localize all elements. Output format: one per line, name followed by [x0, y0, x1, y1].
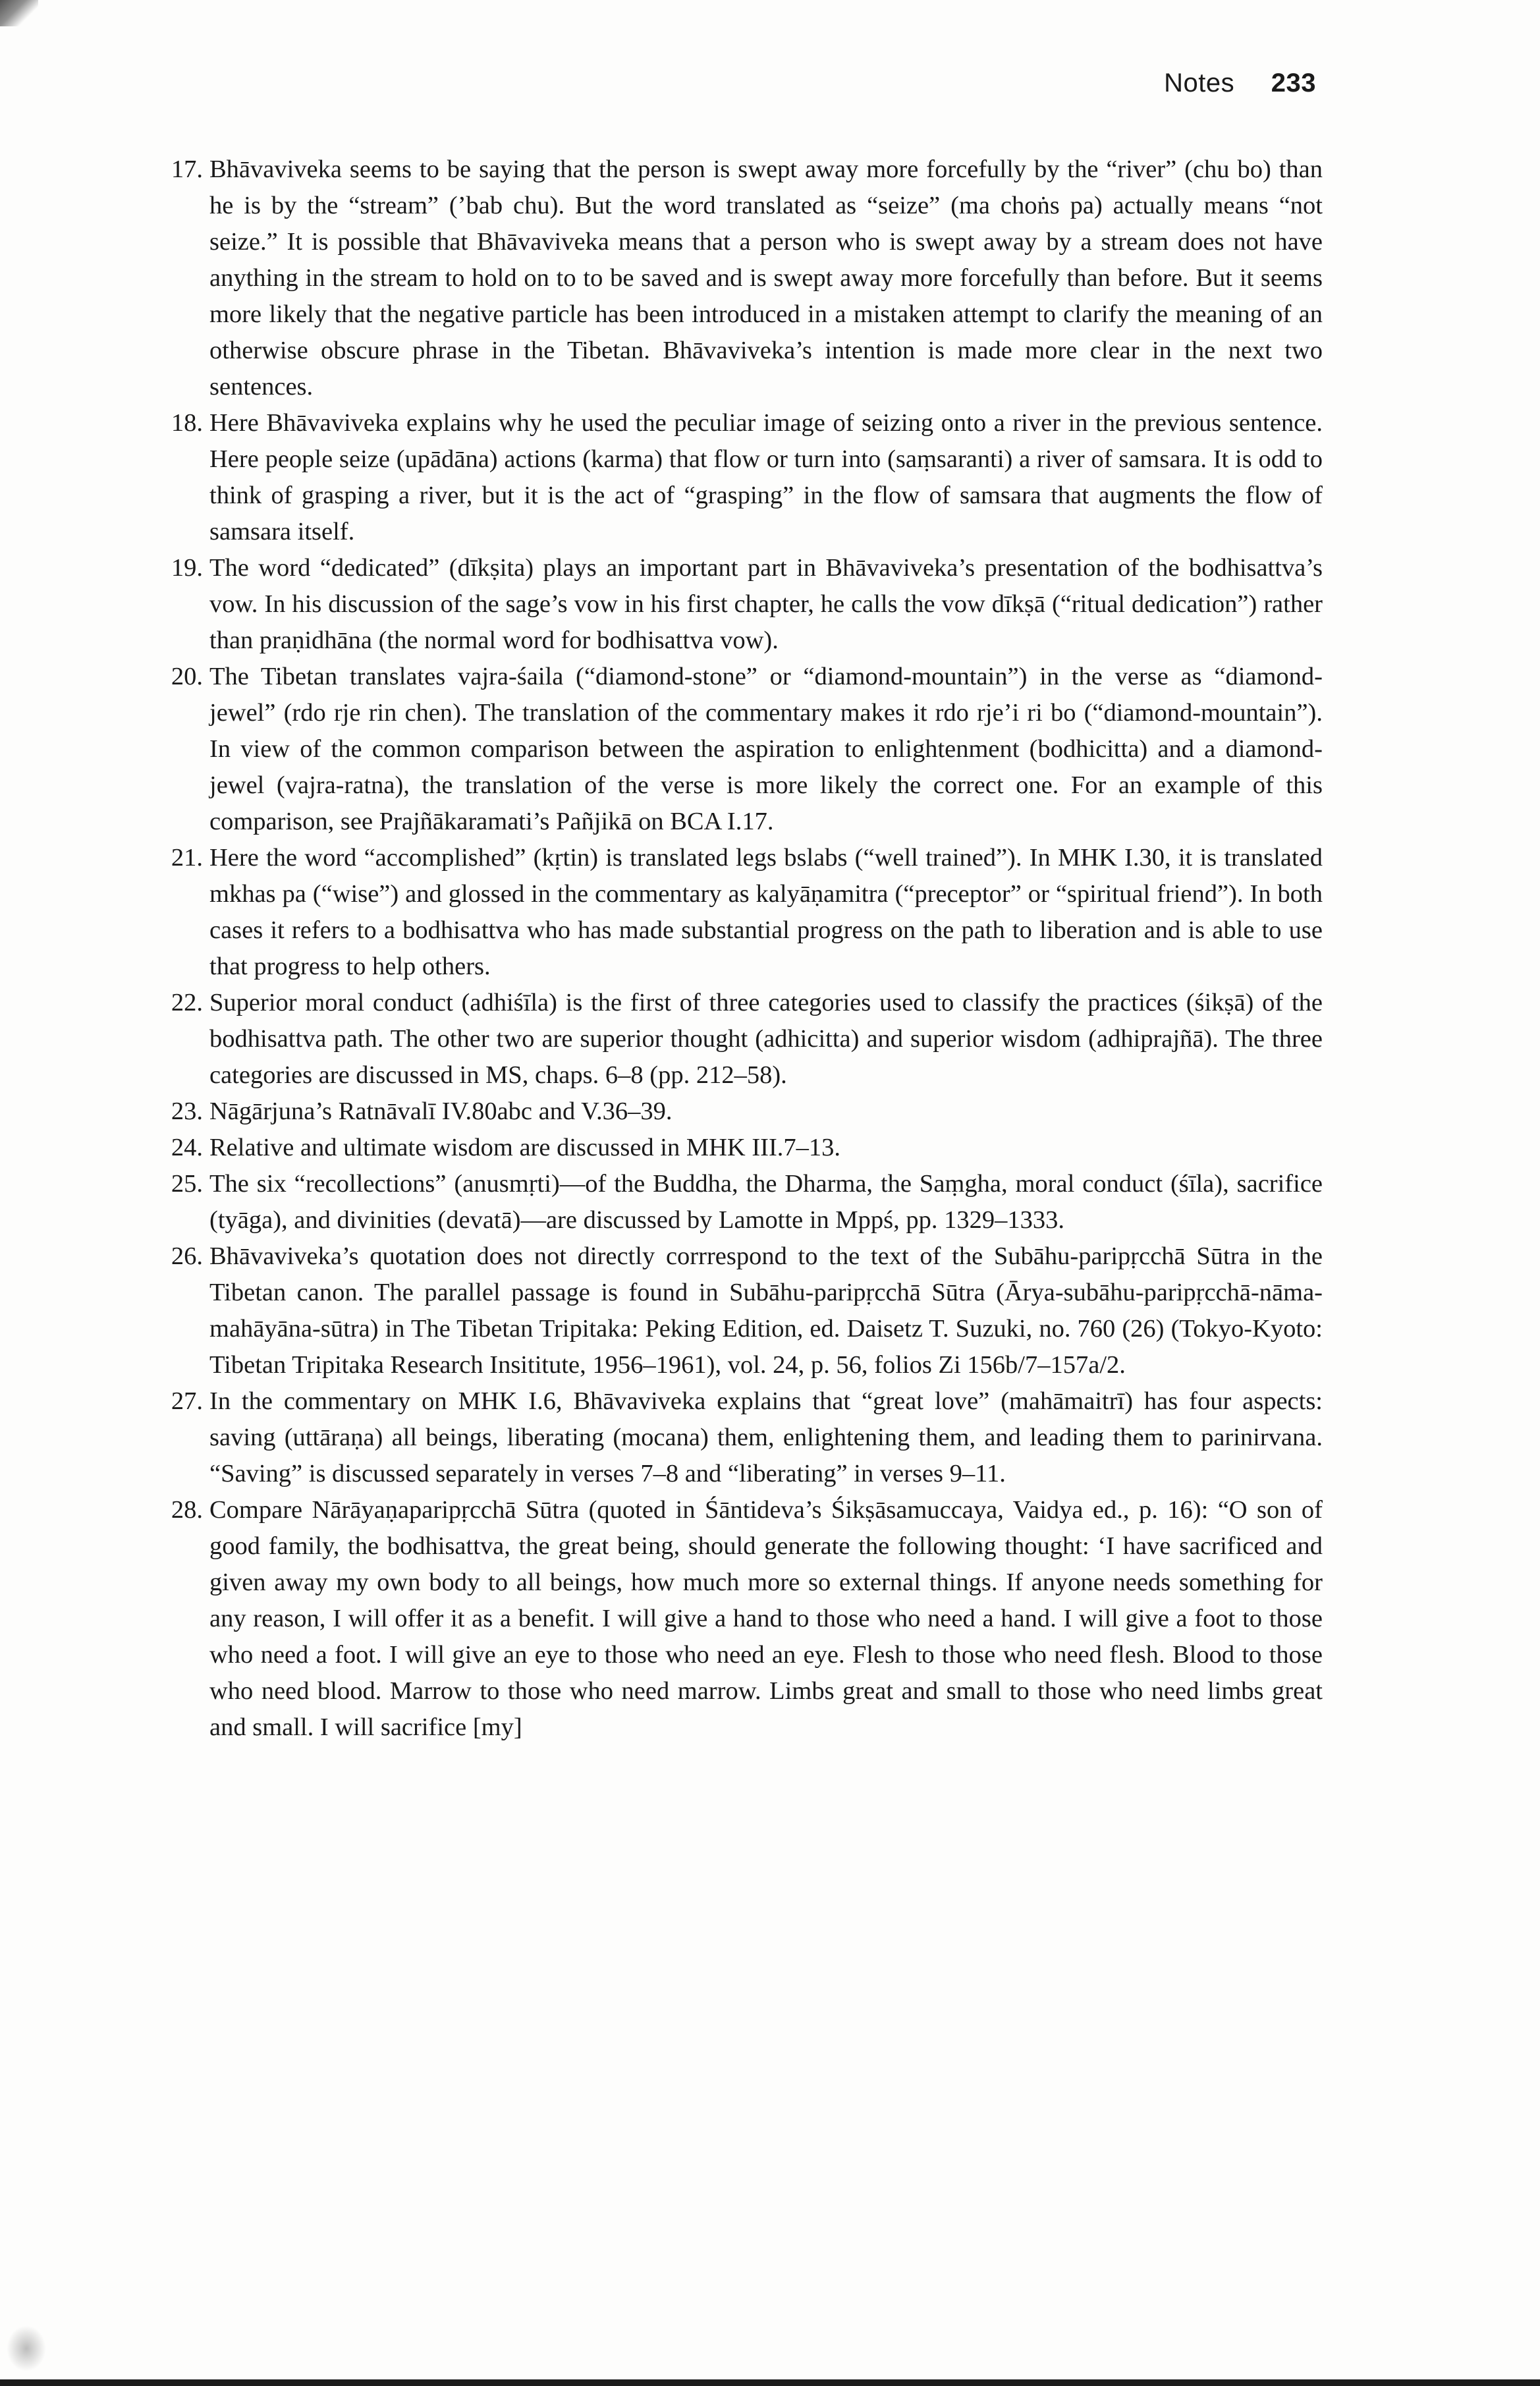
scan-corner-mark — [0, 0, 38, 26]
note-item — [173, 1492, 1323, 1746]
note-text: Compare Nārāyaṇaparipṛcchā Sūtra (quoted in Śāntideva’s Śikṣāsamuccaya, Vaidya ed., p. 16): “O son of good family, the bodhisattva, the great being, should generate the following thought: ‘I have sacrificed and given away my own body to all beings, how much more so external things. If anyone needs something for any reason, I will offer it as a benefit. I will give a hand to those who need a hand. I will give a foot to those who need a foot. I will give an eye to those who need an eye. Flesh to those who need flesh. Blood to those who need blood. Marrow to those who need marrow. Limbs great and small to those who need limbs great and small. I will sacrifice [my] — [209, 1496, 1323, 1741]
note-text: Here Bhāvaviveka explains why he used the peculiar image of seizing onto a river in the previous sentence. Here people seize (upādāna) actions (karma) that flow or turn into (saṃsaranti) a river of samsara. It is odd to think of grasping a river, but it is the act of “grasping” in the flow of samsara that augments the flow of samsara itself. — [209, 409, 1323, 545]
note-number: 28. — [171, 1496, 203, 1524]
note-text: The word “dedicated” (dīkṣita) plays an important part in Bhāvaviveka’s presentation of the bodhisattva’s vow. In his discussion of the sage’s vow in his first chapter, he calls the vow dīkṣā (“ritual dedication”) rather than praṇidhāna (the normal word for bodhisattva vow). — [209, 554, 1323, 654]
running-head — [1164, 69, 1316, 98]
note-number: 21. — [171, 844, 203, 872]
scan-bottom-edge — [0, 2379, 1540, 2386]
note-number: 23. — [171, 1097, 203, 1125]
note-text: Bhāvaviveka seems to be saying that the person is swept away more forcefully by the “river” (chu bo) than he is by the “stream” (’bab chu). But the word translated as “seize” (ma choṅs pa) actually means “not seize.” It is possible that Bhāvaviveka means that a person who is swept away by a stream does not have anything in the stream to hold on to to be saved and is swept away more forcefully than before. But it seems more likely that the negative particle has been introduced in a mistaken attempt to clarify the meaning of an otherwise obscure phrase in the Tibetan. Bhāvaviveka’s intention is made more clear in the next two sentences. — [209, 155, 1323, 401]
page-number: 233 — [1271, 69, 1316, 97]
note-item — [173, 1094, 1323, 1130]
note-text: The six “recollections” (anusmṛti)—of the Buddha, the Dharma, the Saṃgha, moral conduct (śīla), sacrifice (tyāga), and divinities (devatā)—are discussed by Lamotte in Mppś, pp. 1329–1333. — [209, 1170, 1323, 1234]
note-number: 17. — [171, 155, 203, 183]
note-text: Superior moral conduct (adhiśīla) is the first of three categories used to classify the practices (śikṣā) of the bodhisattva path. The other two are superior thought (adhicitta) and superior wisdom (adhiprajñā). The three categories are discussed in MS, chaps. 6–8 (pp. 212–58). — [209, 989, 1323, 1089]
endnotes-list — [173, 152, 1323, 1746]
note-item — [173, 1238, 1323, 1383]
note-text: Bhāvaviveka’s quotation does not directly corrrespond to the text of the Subāhu-paripṛcchā Sūtra in the Tibetan canon. The parallel passage is found in Subāhu-paripṛcchā Sūtra (Ārya-subāhu-paripṛcchā-nāma-mahāyāna-sūtra) in The Tibetan Tripitaka: Peking Edition, ed. Daisetz T. Suzuki, no. 760 (26) (Tokyo-Kyoto: Tibetan Tripitaka Research Insititute, 1956–1961), vol. 24, p. 56, folios Zi 156b/7–157a/2. — [209, 1242, 1323, 1379]
note-number: 22. — [171, 989, 203, 1016]
note-item — [173, 1383, 1323, 1492]
note-item — [173, 152, 1323, 405]
note-item — [173, 405, 1323, 550]
note-text: In the commentary on MHK I.6, Bhāvaviveka explains that “great love” (mahāmaitrī) has four aspects: saving (uttāraṇa) all beings, liberating (mocana) them, enlightening them, and leading them to parinirvana. “Saving” is discussed separately in verses 7–8 and “liberating” in verses 9–11. — [209, 1387, 1323, 1487]
note-number: 25. — [171, 1170, 203, 1198]
note-text: Here the word “accomplished” (kṛtin) is translated legs bslabs (“well trained”). In MHK I.30, it is translated mkhas pa (“wise”) and glossed in the commentary as kalyāṇamitra (“preceptor” or “spiritual friend”). In both cases it refers to a bodhisattva who has made substantial progress on the path to liberation and is able to use that progress to help others. — [209, 844, 1323, 980]
note-text: The Tibetan translates vajra-śaila (“diamond-stone” or “diamond-mountain”) in the verse as “diamond-jewel” (rdo rje rin chen). The translation of the commentary makes it rdo rje’i ri bo (“diamond-mountain”). In view of the common comparison between the aspiration to enlightenment (bodhicitta) and a diamond-jewel (vajra-ratna), the translation of the verse is more likely the correct one. For an example of this comparison, see Prajñākaramati’s Pañjikā on BCA I.17. — [209, 663, 1323, 835]
note-number: 24. — [171, 1134, 203, 1161]
note-number: 20. — [171, 663, 203, 690]
running-head-title: Notes — [1164, 69, 1235, 97]
note-number: 19. — [171, 554, 203, 582]
note-item — [173, 550, 1323, 659]
note-item — [173, 840, 1323, 985]
note-number: 26. — [171, 1242, 203, 1270]
note-item — [173, 1130, 1323, 1166]
scan-speck — [7, 2325, 46, 2372]
note-item — [173, 659, 1323, 840]
note-text: Nāgārjuna’s Ratnāvalī IV.80abc and V.36–39. — [209, 1097, 673, 1125]
note-number: 27. — [171, 1387, 203, 1415]
note-item — [173, 985, 1323, 1094]
note-item — [173, 1166, 1323, 1238]
note-number: 18. — [171, 409, 203, 437]
note-text: Relative and ultimate wisdom are discussed in MHK III.7–13. — [209, 1134, 841, 1161]
